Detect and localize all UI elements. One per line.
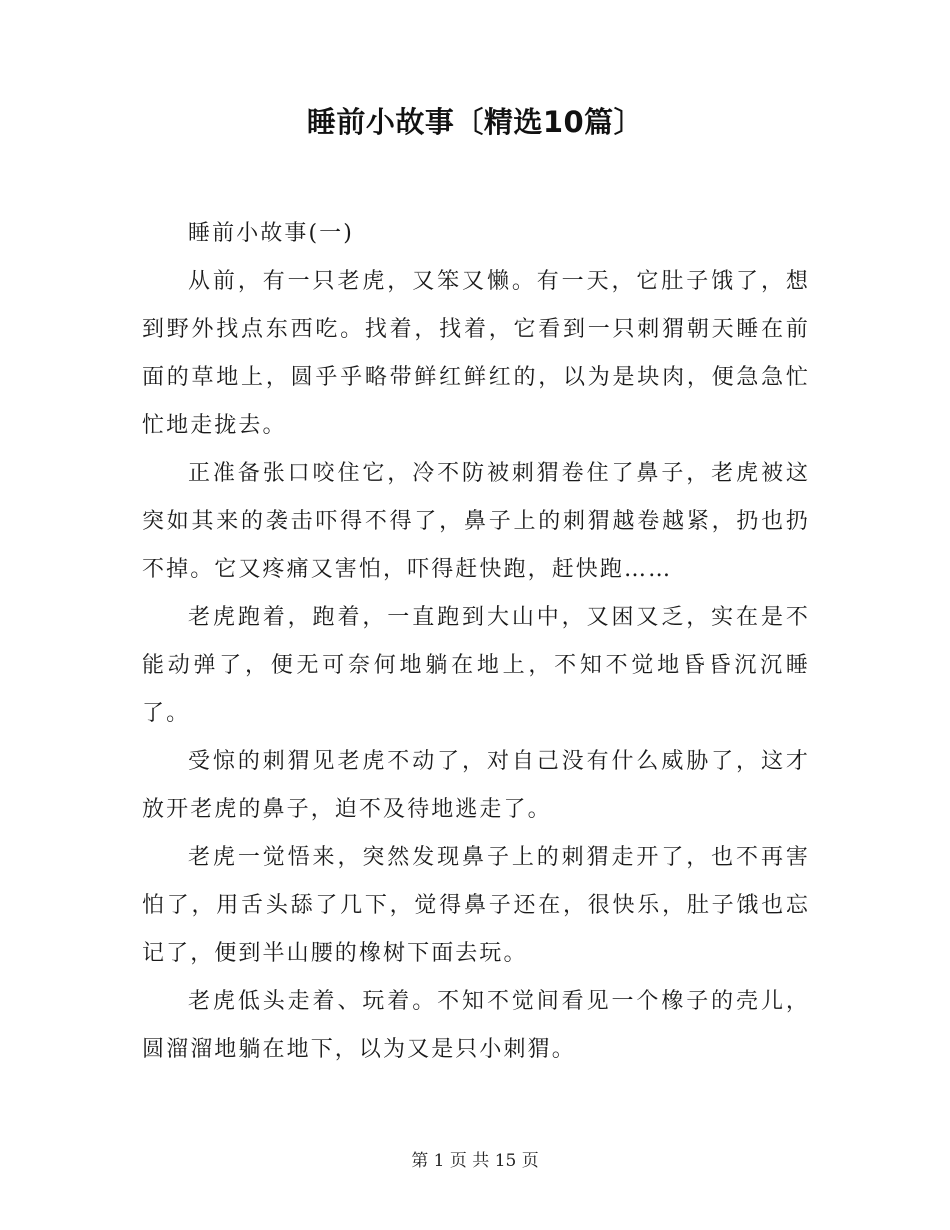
- page-number-footer: 第 1 页 共 15 页: [411, 1151, 539, 1171]
- paragraph-6: 老虎低头走着、玩着。不知不觉间看见一个橡子的壳儿，圆溜溜地躺在地下，以为又是只小刺猬。: [142, 989, 810, 1062]
- document-body: [142, 210, 810, 1074]
- paragraph-3: 老虎跑着，跑着，一直跑到大山中，又困又乏，实在是不能动弹了，便无可奈何地躺在地上，不知不觉地昏昏沉沉睡了。: [142, 605, 810, 726]
- paragraph-1: 从前，有一只老虎，又笨又懒。有一天，它肚子饿了，想到野外找点东西吃。找着，找着，它看到一只刺猬朝天睡在前面的草地上，圆乎乎略带鲜红鲜红的，以为是块肉，便急急忙忙地走拢去。: [142, 269, 810, 438]
- document-title: 睡前小故事〔精选10篇〕: [306, 105, 644, 139]
- paragraph-4: 受惊的刺猬见老虎不动了，对自己没有什么威胁了，这才放开老虎的鼻子，迫不及待地逃走了。: [142, 749, 810, 822]
- section-heading: 睡前小故事(一): [188, 221, 354, 246]
- paragraph-2: 正准备张口咬住它，冷不防被刺猬卷住了鼻子，老虎被这突如其来的袭击吓得不得了，鼻子上的刺猬越卷越紧，扔也扔不掉。它又疼痛又害怕，吓得赶快跑，赶快跑……: [142, 461, 810, 582]
- paragraph-5: 老虎一觉悟来，突然发现鼻子上的刺猬走开了，也不再害怕了，用舌头舔了几下，觉得鼻子还在，很快乐，肚子饿也忘记了，便到半山腰的橡树下面去玩。: [142, 845, 810, 966]
